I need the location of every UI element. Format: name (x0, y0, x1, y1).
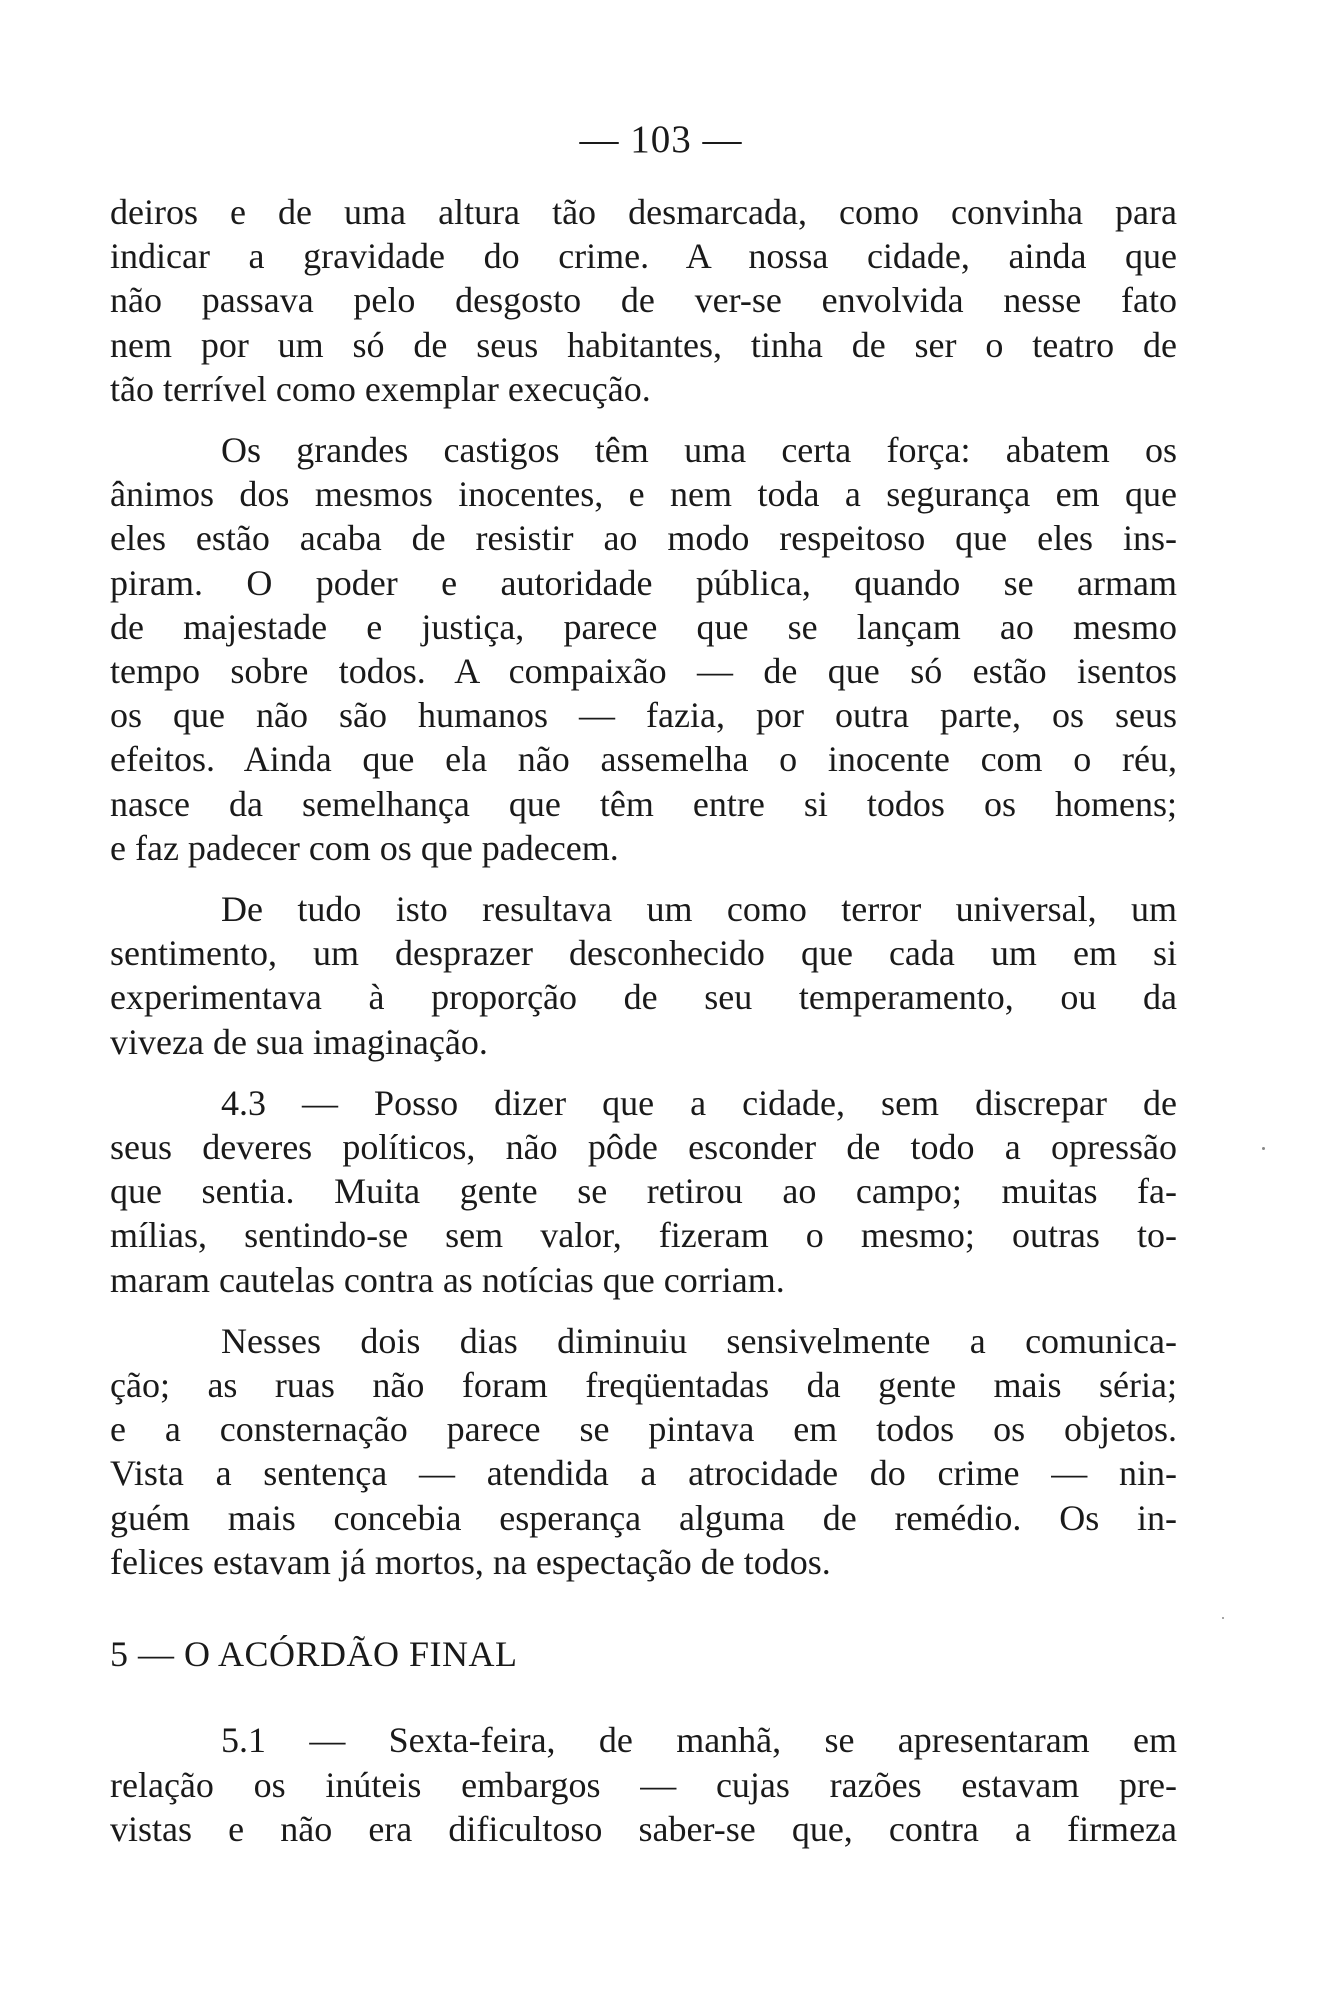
text-line: não passava pelo desgosto de ver-se envolvida nesse fato (110, 280, 1177, 321)
paragraph-1 (110, 190, 1177, 411)
paragraph-4 (110, 1081, 1177, 1302)
text-line: ção; as ruas não foram freqüentadas da gente mais séria; (110, 1365, 1177, 1406)
text-line: eles estão acaba de resistir ao modo respeitoso que eles ins- (110, 518, 1177, 559)
scan-speck (1222, 1617, 1224, 1619)
text-line: 4.3 — Posso dizer que a cidade, sem discrepar de (221, 1082, 1177, 1123)
text-line: de majestade e justiça, parece que se lançam ao mesmo (110, 606, 1177, 647)
text-line: experimentava à proporção de seu temperamento, ou da (110, 977, 1177, 1018)
text-line: e a consternação parece se pintava em todos os objetos. (110, 1409, 1177, 1450)
text-line: relação os inúteis embargos — cujas razões estavam pre- (110, 1764, 1177, 1805)
text-line: nem por um só de seus habitantes, tinha de ser o teatro de (110, 324, 1177, 365)
text-line: deiros e de uma altura tão desmarcada, como convinha para (110, 192, 1177, 232)
text-line: tempo sobre todos. A compaixão — de que só estão isentos (110, 651, 1177, 692)
text-line: 5.1 — Sexta-feira, de manhã, se apresentaram em (221, 1720, 1177, 1761)
text-line: Vista a sentença — atendida a atrocidade do crime — nin- (110, 1453, 1177, 1494)
text-line: seus deveres políticos, não pôde esconder de todo a opressão (110, 1127, 1177, 1168)
paragraph-6 (110, 1718, 1177, 1851)
text-line: felices estavam já mortos, na espectação de todos. (110, 1541, 831, 1582)
section-heading: 5 — O ACÓRDÃO FINAL (110, 1634, 518, 1675)
paragraph-5 (110, 1319, 1177, 1584)
text-line: mílias, sentindo-se sem valor, fizeram o mesmo; outras to- (110, 1215, 1177, 1256)
text-line: guém mais concebia esperança alguma de remédio. Os in- (110, 1497, 1177, 1538)
paragraph-2 (110, 428, 1177, 870)
text-line: nasce da semelhança que têm entre si todos os homens; (110, 783, 1177, 824)
text-line: viveza de sua imaginação. (110, 1021, 488, 1062)
text-line: Os grandes castigos têm uma certa força: abatem os (221, 430, 1177, 471)
text-line: ânimos dos mesmos inocentes, e nem toda a segurança em que (110, 474, 1177, 515)
text-line: efeitos. Ainda que ela não assemelha o inocente com o réu, (110, 739, 1177, 780)
text-line: vistas e não era dificultoso saber-se que, contra a firmeza (110, 1808, 1177, 1849)
text-line: piram. O poder e autoridade pública, quando se armam (110, 562, 1177, 603)
paragraph-3 (110, 887, 1177, 1064)
page-number: — 103 — (579, 118, 743, 161)
text-line: os que não são humanos — fazia, por outra parte, os seus (110, 695, 1177, 736)
body-text (110, 190, 1177, 1868)
text-line: e faz padecer com os que padecem. (110, 827, 619, 868)
text-line: que sentia. Muita gente se retirou ao campo; muitas fa- (110, 1171, 1177, 1212)
text-line: sentimento, um desprazer desconhecido que cada um em si (110, 933, 1177, 974)
text-line: Nesses dois dias diminuiu sensivelmente a comunica- (221, 1320, 1177, 1361)
text-line: indicar a gravidade do crime. A nossa cidade, ainda que (110, 236, 1177, 277)
text-line: maram cautelas contra as notícias que corriam. (110, 1259, 785, 1300)
scan-speck (1262, 1147, 1265, 1150)
text-line: De tudo isto resultava um como terror universal, um (221, 889, 1177, 930)
text-line: tão terrível como exemplar execução. (110, 368, 651, 409)
